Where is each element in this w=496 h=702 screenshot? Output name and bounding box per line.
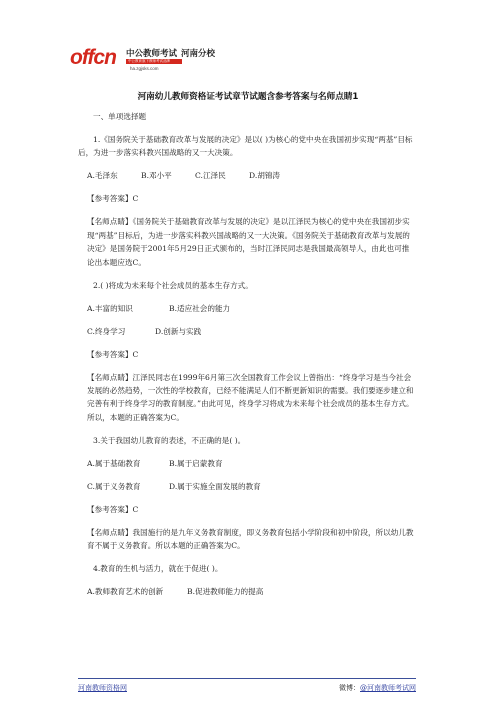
question-2-options-row2 — [78, 325, 416, 338]
option: B.适应社会的能力 — [169, 303, 231, 313]
option: C.终身学习 — [87, 326, 126, 336]
option: D.属于实施全面发展的教育 — [169, 481, 261, 491]
offcn-logo — [70, 44, 230, 76]
option: C.江泽民 — [195, 171, 226, 181]
question-3-options-row2 — [78, 480, 416, 493]
document-body — [78, 110, 416, 608]
question-2-options-row1 — [78, 302, 416, 315]
option: D.胡锦涛 — [249, 171, 281, 181]
question-1-stem: 1.《国务院关于基础教育改革与发展的决定》是以( )为核心的党中央在我国初步实现“两基”目标后，为进一步落实科教兴国战略的又一大决策。 — [78, 135, 413, 158]
option: B.属于启蒙教育 — [169, 458, 223, 468]
question-2-stem: 2.( )将成为未来每个社会成员的基本生存方式。 — [93, 280, 253, 290]
logo-slogan: 中公教育旗下教师考试品牌 — [128, 59, 170, 63]
option: B.邓小平 — [141, 171, 172, 181]
question-1-answer: 【参考答案】C — [87, 194, 139, 204]
question-2-answer: 【参考答案】C — [87, 349, 139, 359]
page-title: 河南幼儿教师资格证考试章节试题含参考答案与名师点睛1 — [137, 92, 359, 102]
option: A.丰富的知识 — [87, 303, 133, 313]
question-3-explanation: 【名师点睛】我国施行的是九年义务教育制度，即义务教育包括小学阶段和初中阶段，所以幼儿教育不属于义务教育。所以本题的正确答案为C。 — [87, 527, 414, 551]
option: A.毛泽东 — [87, 171, 118, 181]
logo-mark: offcn — [70, 46, 116, 69]
logo-name — [126, 47, 215, 59]
question-1-options — [78, 169, 416, 182]
question-3-answer: 【参考答案】C — [87, 504, 139, 514]
option: C.属于义务教育 — [87, 481, 141, 491]
logo-url: ha.zgjsks.com — [130, 66, 159, 71]
logo-slogan-bar — [126, 59, 182, 64]
section-heading: 一、单项选择题 — [93, 112, 147, 121]
footer-site-link[interactable]: 河南教师资格网 — [78, 684, 127, 692]
option: A.属于基础教育 — [87, 458, 141, 468]
question-4-options — [78, 585, 416, 598]
footer-weibo-link[interactable]: @河南教师考试网 — [360, 684, 416, 692]
question-1-explanation: 【名师点睛】《国务院关于基础教育改革与发展的决定》是以江泽民为核心的党中央在我国初步实现“两基”目标后，为进一步落实科教兴国战略的又一大决策。《国务院关于基础教育改革与发展的决定》是国务院于2001年5月29日正式颁布的，当时江泽民同志是我国最高领导人，由此也可推论出本题应选C。 — [87, 217, 410, 267]
page-footer — [78, 678, 416, 693]
question-3-stem: 3.关于我国幼儿教育的表述，不正确的是( )。 — [93, 435, 246, 445]
option: B.促进教师能力的提高 — [187, 587, 264, 597]
logo-brand: 中公教师考试 — [126, 49, 178, 59]
question-4-stem: 4.教育的生机与活力，就在于促进( )。 — [93, 564, 223, 574]
logo-branch: 河南分校 — [181, 49, 216, 59]
option: D.创新与实践 — [155, 326, 202, 336]
footer-weibo-label: 微博： — [339, 684, 360, 692]
option: A.教师教育艺术的创新 — [87, 587, 164, 597]
footer-weibo — [339, 683, 416, 693]
question-2-explanation: 【名师点睛】江泽民同志在1999年6月第三次全国教育工作会议上曾指出：“终身学习是当今社会发展的必然趋势，一次性的学校教育，已经不能满足人们不断更新知识的需要。我们要逐步建立和完善有利于终身学习的教育制度。”由此可见，终身学习将成为未来每个社会成员的基本生存方式。所以，本题的正确答案为C。 — [87, 372, 414, 422]
question-3-options-row1 — [78, 457, 416, 470]
